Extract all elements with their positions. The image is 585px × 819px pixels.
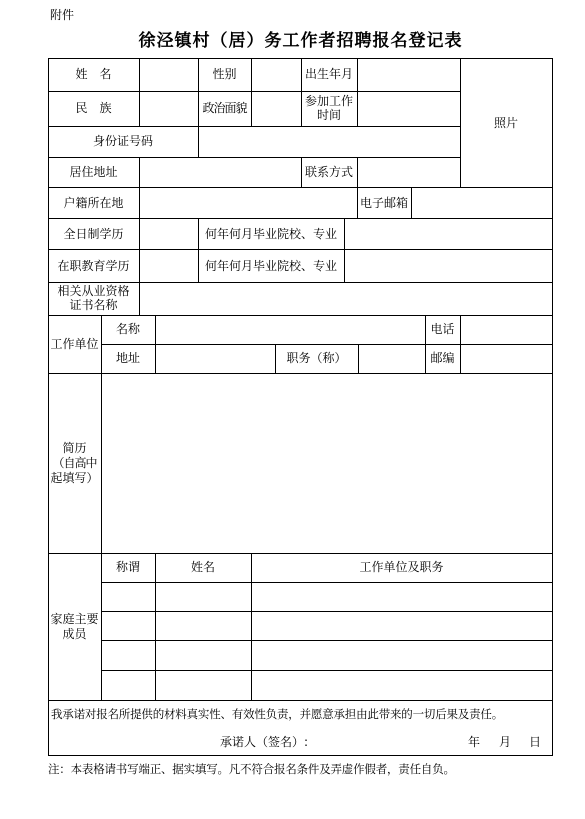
name-field[interactable] xyxy=(140,59,198,91)
unit-address-label: 地址 xyxy=(115,351,140,365)
fulltime-school-label: 何年何月毕业院校、专业 xyxy=(204,227,337,241)
family-label-line2: 成员 xyxy=(62,627,87,641)
fulltime-school-field[interactable] xyxy=(345,219,552,249)
phone-field[interactable] xyxy=(461,316,552,344)
fulltime-education-label: 全日制学历 xyxy=(63,227,124,241)
certificate-field[interactable] xyxy=(140,283,552,315)
political-status-label: 政治面貌 xyxy=(202,101,247,115)
parttime-school-label: 何年何月毕业院校、专业 xyxy=(204,259,337,273)
footnote: 注：本表格请书写端正、据实填写。凡不符合报名条件及弄虚作假者，责任自负。 xyxy=(48,762,455,776)
work-start-field[interactable] xyxy=(358,92,460,126)
year-label: 年 xyxy=(468,735,481,749)
phone-label: 电话 xyxy=(430,322,455,336)
work-unit-label: 工作单位 xyxy=(50,337,99,351)
parttime-education-field[interactable] xyxy=(140,250,198,282)
postcode-field[interactable] xyxy=(461,345,552,373)
hukou-field[interactable] xyxy=(140,188,357,218)
contact-field[interactable] xyxy=(358,158,460,187)
contact-label: 联系方式 xyxy=(304,165,353,179)
gender-label: 性别 xyxy=(212,67,237,81)
attachment-label: 附件 xyxy=(50,8,75,22)
id-number-label: 身份证号码 xyxy=(92,134,153,148)
family-row[interactable] xyxy=(102,612,552,640)
address-label: 居住地址 xyxy=(69,165,118,179)
unit-name-label: 名称 xyxy=(115,322,140,336)
email-field[interactable] xyxy=(412,188,552,218)
unit-name-field[interactable] xyxy=(156,316,425,344)
day-label: 日 xyxy=(529,735,542,749)
family-row[interactable] xyxy=(102,641,552,670)
work-start-label-line1: 参加工作 xyxy=(304,94,353,108)
work-start-label-line2: 时间 xyxy=(316,108,341,122)
resume-field[interactable] xyxy=(102,374,552,553)
certificate-label-line1: 相关从业资格 xyxy=(57,284,130,298)
certificate-label-line2: 证书名称 xyxy=(69,298,118,312)
relation-header: 称谓 xyxy=(115,560,140,574)
name-label: 姓 名 xyxy=(75,67,112,81)
gender-field[interactable] xyxy=(252,59,301,91)
birth-field[interactable] xyxy=(358,59,460,91)
parttime-education-label: 在职教育学历 xyxy=(57,259,130,273)
postcode-label: 邮编 xyxy=(430,351,455,365)
family-label-line1: 家庭主要 xyxy=(50,612,99,626)
member-work-header: 工作单位及职务 xyxy=(359,560,444,574)
position-field[interactable] xyxy=(359,345,425,373)
member-name-header: 姓名 xyxy=(190,560,215,574)
unit-address-field[interactable] xyxy=(156,345,275,373)
resume-label-line3: 起填写） xyxy=(50,471,99,485)
resume-label-line1: 简历 xyxy=(62,441,87,455)
id-number-field[interactable] xyxy=(199,127,460,157)
signer-label: 承诺人（签名）: xyxy=(220,735,309,749)
position-label: 职务（称） xyxy=(286,351,347,365)
pledge-text: 我承诺对报名所提供的材料真实性、有效性负责，并愿意承担由此带来的一切后果及责任。 xyxy=(51,707,503,721)
birth-label: 出生年月 xyxy=(304,67,353,81)
hukou-label: 户籍所在地 xyxy=(63,196,124,210)
ethnicity-field[interactable] xyxy=(140,92,198,126)
photo-area[interactable] xyxy=(461,59,552,187)
form-title: 徐泾镇村（居）务工作者招聘报名登记表 xyxy=(138,31,463,51)
address-field[interactable] xyxy=(140,158,301,187)
photo-label: 照片 xyxy=(493,116,518,130)
ethnicity-label: 民 族 xyxy=(75,101,112,115)
email-label: 电子邮箱 xyxy=(359,196,408,210)
signature-field[interactable] xyxy=(318,731,458,751)
resume-label-line2: （自高中 xyxy=(52,456,97,470)
political-status-field[interactable] xyxy=(252,92,301,126)
family-row[interactable] xyxy=(102,671,552,700)
month-label: 月 xyxy=(499,735,512,749)
fulltime-education-field[interactable] xyxy=(140,219,198,249)
parttime-school-field[interactable] xyxy=(345,250,552,282)
family-row[interactable] xyxy=(102,583,552,611)
